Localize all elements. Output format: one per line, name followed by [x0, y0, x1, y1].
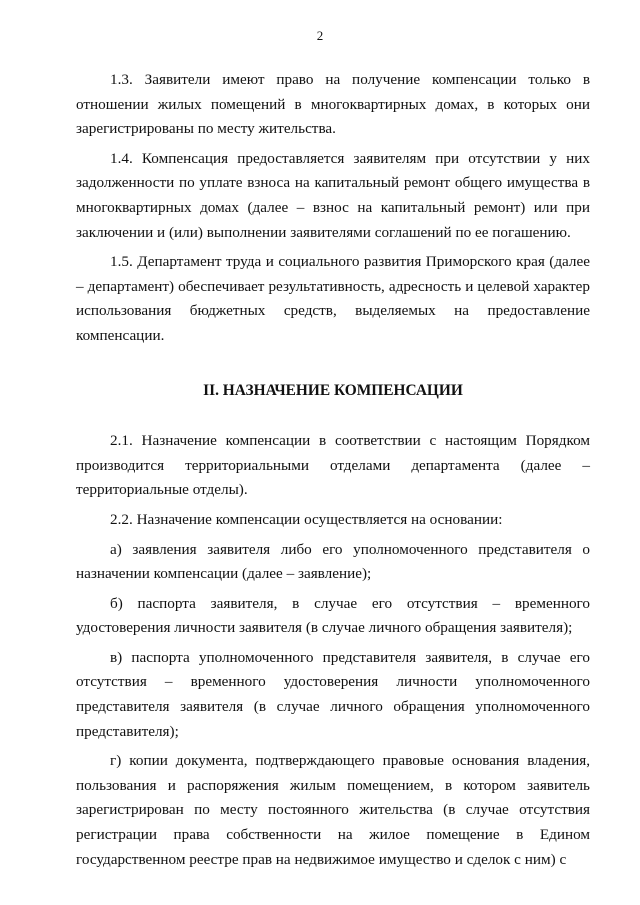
list-item-b: б) паспорта заявителя, в случае его отсутствия – временного удостоверения личности заявителя (в случае личного обращения заявителя); [76, 594, 590, 637]
page-number: 2 [316, 28, 324, 43]
paragraph-2-2: 2.2. Назначение компенсации осуществляется на основании: [110, 510, 503, 528]
list-item-v: в) паспорта уполномоченного представителя заявителя, в случае его отсутствия – временного удостоверения личности уполномоченного представителя заявителя (в случае личного обращения уполномоченного представителя); [76, 648, 590, 740]
paragraph-1-3: 1.3. Заявители имеют право на получение компенсации только в отношении жилых помещений в многоквартирных домах, в которых они зарегистрированы по месту жительства. [76, 71, 590, 138]
list-item-g: г) копии документа, подтверждающего правовые основания владения, пользования и распоряжения жилым помещением, в котором заявитель зарегистрирован по месту постоянного жительства (в случае отсутствия регистрации права собственности на жилое помещение в Едином государственном реестре прав на недвижимое имущество и сделок с ним) с [76, 752, 590, 868]
section-heading: II. НАЗНАЧЕНИЕ КОМПЕНСАЦИИ [203, 381, 463, 399]
list-item-a: а) заявления заявителя либо его уполномоченного представителя о назначении компенсации (далее – заявление); [76, 540, 590, 583]
paragraph-2-1: 2.1. Назначение компенсации в соответствии с настоящим Порядком производится территориальными отделами департамента (далее – территориальные отделы). [76, 432, 590, 499]
paragraph-1-5: 1.5. Департамент труда и социального развития Приморского края (далее – департамент) обеспечивает результативность, адресность и целевой характер использования бюджетных средств, выделяемых на предоставление компенсации. [76, 253, 590, 344]
document-body [76, 68, 590, 872]
paragraph-1-4: 1.4. Компенсация предоставляется заявителям при отсутствии у них задолженности по уплате взноса на капитальный ремонт общего имущества в многоквартирных домах (далее – взнос на капитальный ремонт) или при заключении и (или) выполнении заявителями соглашений по ее погашению. [76, 149, 590, 241]
